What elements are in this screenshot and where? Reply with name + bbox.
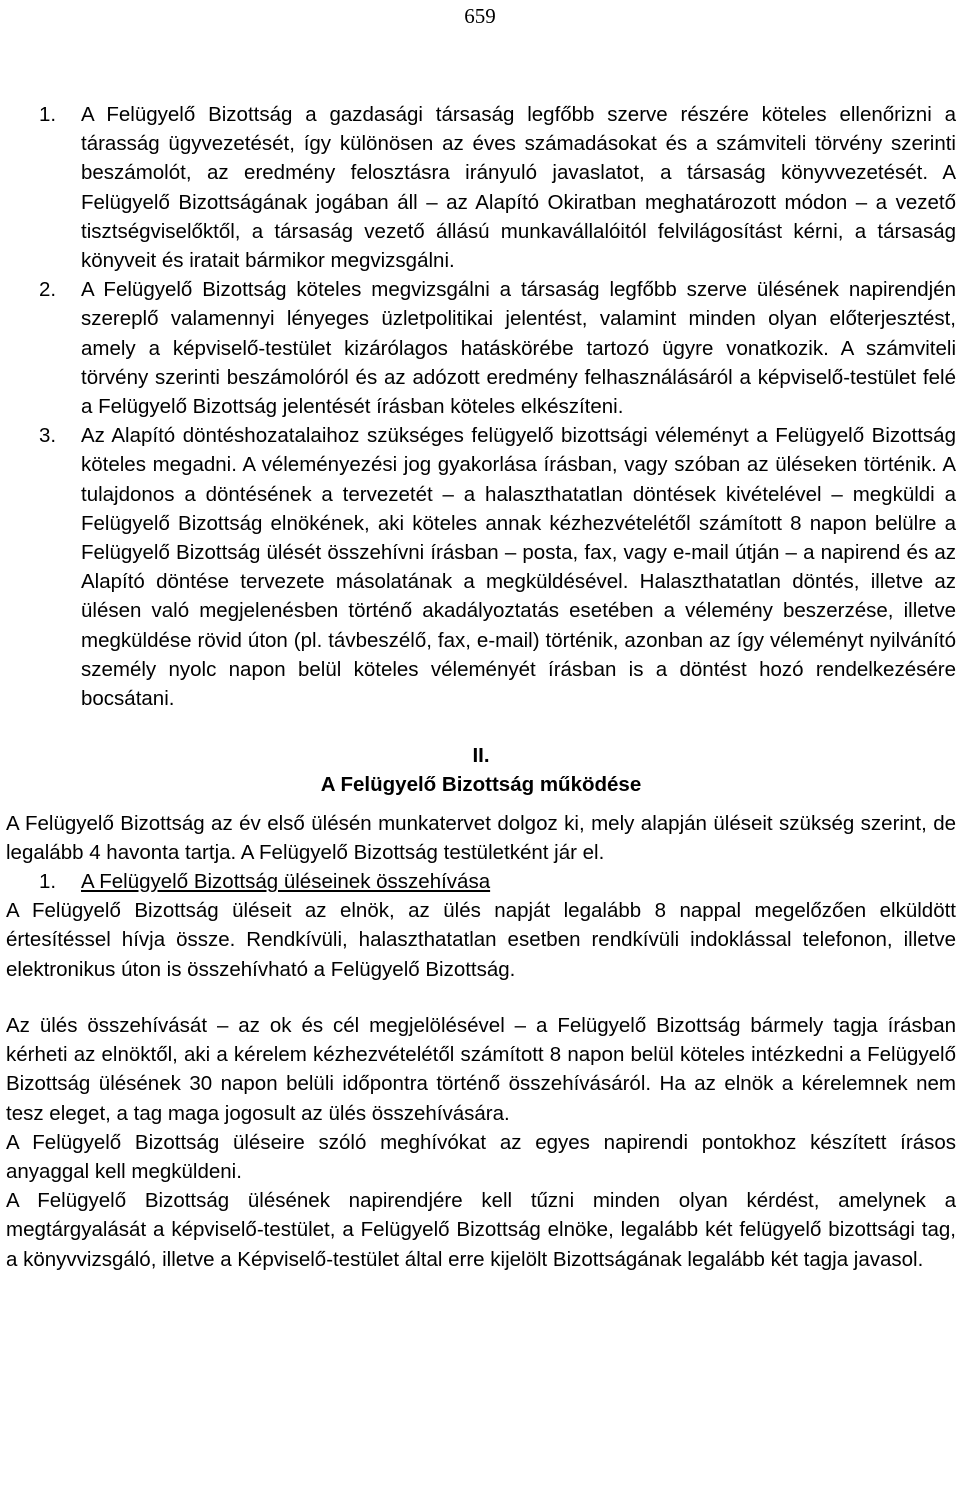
paragraph-agenda: A Felügyelő Bizottság ülésének napirendjére kell tűzni minden olyan kérdést, amelynek a megtárgyalását a képviselő-testület, a Felügyelő Bizottság elnöke, legalább két felügyelő bizottsági tag, a könyvvizsgáló, illetve a Képviselő-testület által erre kijelölt Bizottságának legalább két tagja javasol. <box>6 1189 956 1271</box>
paragraph-convening: A Felügyelő Bizottság üléseit az elnök, az ülés napját legalább 8 nappal megelőzően elküldött értesítéssel hívja össze. Rendkívüli, halaszthatatlan esetben rendkívüli indoklással telefonon, illetve elektronikus úton is összehívható a Felügyelő Bizottság. <box>6 899 956 981</box>
paragraph-invitations: A Felügyelő Bizottság üléseire szóló meghívókat az egyes napirendi pontokhoz készített írásos anyaggal kell megküldeni. <box>6 1130 956 1183</box>
subheading-1 <box>6 867 956 896</box>
item-text: A Felügyelő Bizottság a gazdasági társaság legfőbb szerve részére köteles ellenőrizni a tárasság ügyvezetését, így különösen az éves számadásokat és a számviteli törvény szerinti beszámolót, az eredmény felosztásra irányuló javaslatot, a társaság könyvvezetését. A Felügyelő Bizottságának jogában áll – az Alapító Okiratban meghatározott módon – a vezető tisztségviselőktől, a társaság vezető állású munkavállalóitól felvilágosítást kérni, a társaság könyveit és iratait bármikor megvizsgálni. <box>81 103 956 273</box>
subheading-number: 1. <box>39 870 57 894</box>
item-number: 1. <box>39 103 57 126</box>
subheading-title: A Felügyelő Bizottság üléseinek összehívása <box>81 870 491 894</box>
numbered-item-3 <box>6 421 956 713</box>
numbered-item-1 <box>6 100 956 275</box>
item-number: 2. <box>39 278 57 302</box>
section-title: A Felügyelő Bizottság működése <box>320 773 642 797</box>
paragraph-request: Az ülés összehívását – az ok és cél megjelölésével – a Felügyelő Bizottság bármely tagja írásban kérheti az elnöktől, aki a kérelem kézhezvételétől számított 8 napon belül köteles intézkedni a Felügyelő Bizottság ülésének 30 napon belüli időpontra történő összehívásáról. Ha az elnök a kérelemnek nem tesz eleget, a tag maga jogosult az ülés összehívására. <box>6 1013 956 1125</box>
paragraph-intro: A Felügyelő Bizottság az év első ülésén munkatervet dolgoz ki, mely alapján üléseit szükség szerint, de legalább 4 havonta tartja. A Felügyelő Bizottság testületként jár el. <box>6 811 956 864</box>
document-body <box>6 100 956 1274</box>
item-number: 3. <box>39 424 57 448</box>
section-number: II. <box>472 744 490 768</box>
numbered-item-2 <box>6 275 956 421</box>
page-number: 659 <box>464 4 496 28</box>
item-text: Az Alapító döntéshozatalaihoz szükséges felügyelő bizottsági véleményt a Felügyelő Bizottság köteles megadni. A véleményezési jog gyakorlása írásban, vagy szóban az üléseken történik. A tulajdonos a döntésének a tervezetét – a halaszthatatlan döntések kivételével – megküldi a Felügyelő Bizottság elnökének, aki köteles annak kézhezvételétől számított 8 napon belülre a Felügyelő Bizottság ülését összehívni írásban – posta, fax, vagy e-mail útján – a napirend és az Alapító döntése tervezete másolatának a megküldésével. Halaszthatatlan döntés, illetve az ülésen való megjelenésben történő akadályoztatás esetében a vélemény beszerzése, illetve megküldése rövid úton (pl. távbeszélő, fax, e-mail) történik, azonban az így véleményt nyilvánító személy nyolc napon belül köteles véleményét írásban is a döntést hozó rendelkezésére bocsátani. <box>81 424 956 711</box>
item-text: A Felügyelő Bizottság köteles megvizsgálni a társaság legfőbb szerve ülésének napirendjén szereplő valamennyi lényeges üzletpolitikai jelentést, valamint minden olyan előterjesztést, amely a képviselő-testület kizárólagos hatáskörébe tartozó ügyre vonatkozik. A számviteli törvény szerinti beszámolóról és az adózott eredmény felhasználásáról a képviselő-testület felé a Felügyelő Bizottság jelentését írásban köteles elkészíteni. <box>81 278 956 419</box>
